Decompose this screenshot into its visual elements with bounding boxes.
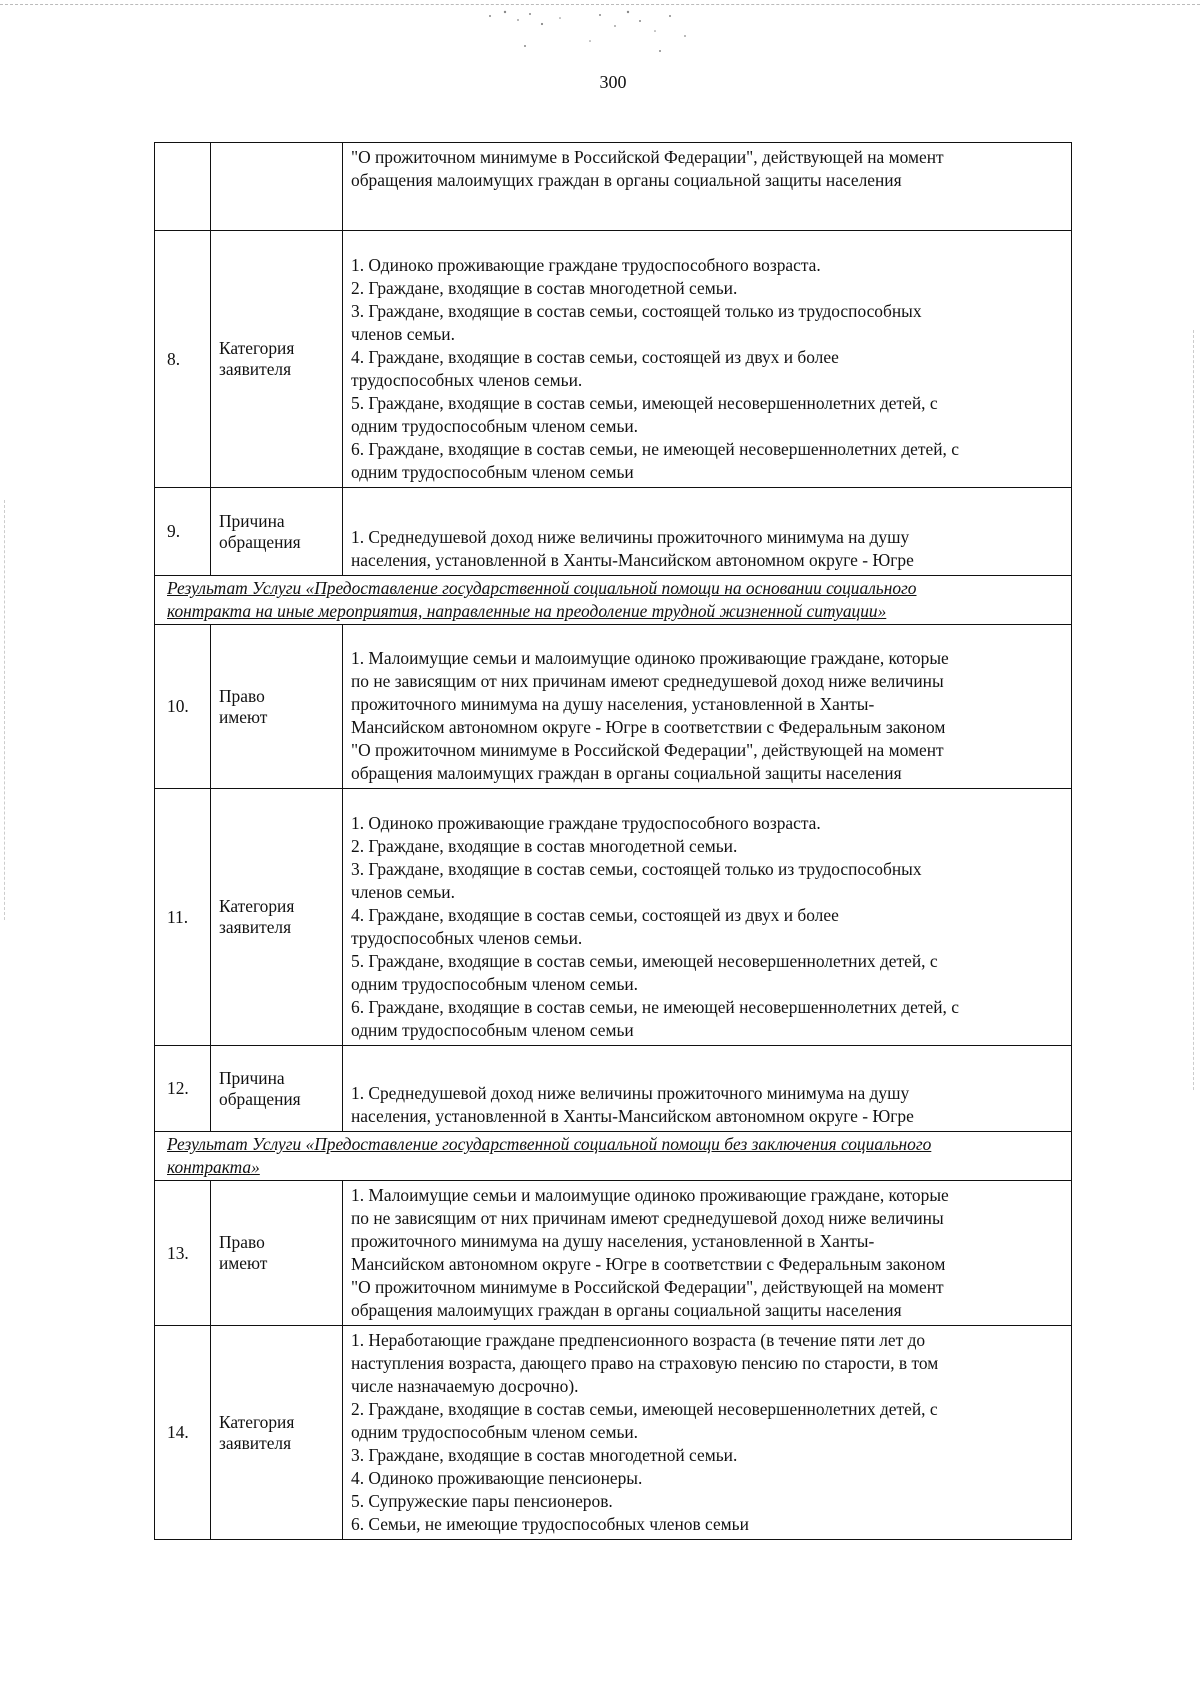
section-heading-line: Результат Услуги «Предоставление государственной социальной помощи на основании социального xyxy=(167,578,917,598)
row-content-line: 1. Малоимущие семьи и малоимущие одиноко проживающие граждане, которые xyxy=(351,1185,949,1205)
row-number: 9. xyxy=(155,488,211,576)
row-content-line: 1. Малоимущие семьи и малоимущие одиноко проживающие граждане, которые xyxy=(351,648,949,668)
row-label xyxy=(211,1046,343,1132)
row-content-line: наступления возраста, дающего право на страховую пенсию по старости, в том xyxy=(351,1353,939,1373)
section-heading-line: контракта на иные мероприятия, направленные на преодоление трудной жизненной ситуации» xyxy=(167,601,887,621)
row-content-line: населения, установленной в Ханты-Мансийском автономном округе - Югре xyxy=(351,1106,914,1126)
row-label xyxy=(211,1326,343,1540)
row-content-line: 5. Супружеские пары пенсионеров. xyxy=(351,1491,613,1511)
row-label xyxy=(211,1181,343,1326)
row-content-line: 4. Одиноко проживающие пенсионеры. xyxy=(351,1468,643,1488)
row-label-line: Право xyxy=(219,1232,265,1252)
row-content-line: обращения малоимущих граждан в органы социальной защиты населения xyxy=(351,763,902,783)
row-label-line: обращения xyxy=(219,1088,301,1109)
row-label-line: Категория xyxy=(219,338,295,358)
table-row xyxy=(155,625,1072,789)
row-content-line: по не зависящим от них причинам имеют среднедушевой доход ниже величины xyxy=(351,1208,944,1228)
row-content-line: Мансийском автономном округе - Югре в соответствии с Федеральным законом xyxy=(351,717,946,737)
row-content-line: 4. Граждане, входящие в состав семьи, состоящей из двух и более xyxy=(351,905,839,925)
row-content-line: Мансийском автономном округе - Югре в соответствии с Федеральным законом xyxy=(351,1254,946,1274)
row-content-line: обращения малоимущих граждан в органы социальной защиты населения xyxy=(351,170,902,190)
row-content-line: одним трудоспособным членом семьи xyxy=(351,1020,634,1040)
row-number: 8. xyxy=(155,231,211,488)
scan-noise-mark xyxy=(470,6,730,66)
row-content-line: прожиточного минимума на душу населения, установленной в Ханты- xyxy=(351,1231,875,1251)
row-content xyxy=(343,1046,1072,1132)
row-label xyxy=(211,625,343,789)
table-row xyxy=(155,1181,1072,1326)
row-content xyxy=(343,231,1072,488)
row-label-line: обращения xyxy=(219,531,301,552)
table-row xyxy=(155,231,1072,488)
page-number: 300 xyxy=(599,72,627,92)
row-content-line: членов семьи. xyxy=(351,324,455,344)
row-content-line: одним трудоспособным членом семьи. xyxy=(351,1422,639,1442)
row-number: 13. xyxy=(155,1181,211,1326)
row-content-line: "О прожиточном минимуме в Российской Федерации", действующей на момент xyxy=(351,147,944,167)
row-number: 14. xyxy=(155,1326,211,1540)
section-heading-line: Результат Услуги «Предоставление государственной социальной помощи без заключения социального xyxy=(167,1134,932,1154)
row-content-line: 3. Граждане, входящие в состав многодетной семьи. xyxy=(351,1445,738,1465)
scan-right-edge-mark xyxy=(1193,330,1194,1090)
criteria-table-body xyxy=(155,143,1072,1540)
row-content-line: "О прожиточном минимуме в Российской Федерации", действующей на момент xyxy=(351,740,944,760)
row-content-line: одним трудоспособным членом семьи. xyxy=(351,974,639,994)
row-content-line: одним трудоспособным членом семьи. xyxy=(351,416,639,436)
row-label xyxy=(211,231,343,488)
row-content-line: 1. Среднедушевой доход ниже величины прожиточного минимума на душу xyxy=(351,1083,910,1103)
row-content-line: 6. Семьи, не имеющие трудоспособных членов семьи xyxy=(351,1514,749,1534)
row-label-line: Причина xyxy=(219,510,285,531)
row-content-line: 1. Одиноко проживающие граждане трудоспособного возраста. xyxy=(351,255,821,275)
row-content xyxy=(343,488,1072,576)
row-content-line: 3. Граждане, входящие в состав семьи, состоящей только из трудоспособных xyxy=(351,859,922,879)
row-label xyxy=(211,789,343,1046)
row-label xyxy=(211,143,343,231)
row-label-line: заявителя xyxy=(219,1432,292,1453)
row-content-line: обращения малоимущих граждан в органы социальной защиты населения xyxy=(351,1300,902,1320)
row-content-line: 1. Одиноко проживающие граждане трудоспособного возраста. xyxy=(351,813,821,833)
row-label-line: Категория xyxy=(219,896,295,916)
row-label-line: Право xyxy=(219,685,265,706)
row-number: 10. xyxy=(155,625,211,789)
row-content-line: 1. Неработающие граждане предпенсионного возраста (в течение пяти лет до xyxy=(351,1330,926,1350)
table-row xyxy=(155,143,1072,231)
row-content-line: населения, установленной в Ханты-Мансийском автономном округе - Югре xyxy=(351,550,914,570)
row-label xyxy=(211,488,343,576)
table-row xyxy=(155,789,1072,1046)
row-content-line: членов семьи. xyxy=(351,882,455,902)
row-label-line: имеют xyxy=(219,706,268,727)
row-number xyxy=(155,143,211,231)
section-heading-row xyxy=(155,1132,1072,1181)
scan-top-rule xyxy=(0,4,1200,5)
row-content-line: 6. Граждане, входящие в состав семьи, не имеющей несовершеннолетних детей, с xyxy=(351,997,959,1017)
row-label-line: Причина xyxy=(219,1067,285,1088)
table-row xyxy=(155,1326,1072,1540)
row-content-line: 4. Граждане, входящие в состав семьи, состоящей из двух и более xyxy=(351,347,839,367)
row-content-line: прожиточного минимума на душу населения, установленной в Ханты- xyxy=(351,694,875,714)
row-content xyxy=(343,625,1072,789)
row-content-line: 6. Граждане, входящие в состав семьи, не имеющей несовершеннолетних детей, с xyxy=(351,439,959,459)
row-label-line: заявителя xyxy=(219,917,292,937)
section-heading xyxy=(155,576,1072,625)
row-content-line: 2. Граждане, входящие в состав многодетной семьи. xyxy=(351,278,738,298)
row-content-line: трудоспособных членов семьи. xyxy=(351,370,583,390)
row-content xyxy=(343,789,1072,1046)
section-heading-line: контракта» xyxy=(167,1157,260,1177)
table-row xyxy=(155,488,1072,576)
row-content-line: 5. Граждане, входящие в состав семьи, имеющей несовершеннолетних детей, с xyxy=(351,951,938,971)
row-content-line: 1. Среднедушевой доход ниже величины прожиточного минимума на душу xyxy=(351,527,910,547)
row-content-line: 3. Граждане, входящие в состав семьи, состоящей только из трудоспособных xyxy=(351,301,922,321)
row-content-line: числе назначаемую досрочно). xyxy=(351,1376,579,1396)
row-content xyxy=(343,143,1072,231)
row-content-line: 2. Граждане, входящие в состав семьи, имеющей несовершеннолетних детей, с xyxy=(351,1399,938,1419)
row-content-line: 5. Граждане, входящие в состав семьи, имеющей несовершеннолетних детей, с xyxy=(351,393,938,413)
criteria-table xyxy=(154,142,1072,1540)
row-content xyxy=(343,1326,1072,1540)
row-label-line: имеют xyxy=(219,1253,268,1273)
row-content-line: "О прожиточном минимуме в Российской Федерации", действующей на момент xyxy=(351,1277,944,1297)
section-heading-row xyxy=(155,576,1072,625)
row-number: 12. xyxy=(155,1046,211,1132)
row-label-line: Категория xyxy=(219,1411,295,1432)
row-content-line: трудоспособных членов семьи. xyxy=(351,928,583,948)
row-content-line: одним трудоспособным членом семьи xyxy=(351,462,634,482)
row-number: 11. xyxy=(155,789,211,1046)
row-content xyxy=(343,1181,1072,1326)
row-content-line: 2. Граждане, входящие в состав многодетной семьи. xyxy=(351,836,738,856)
scan-left-edge-mark xyxy=(4,500,5,920)
row-label-line: заявителя xyxy=(219,359,292,379)
row-content-line: по не зависящим от них причинам имеют среднедушевой доход ниже величины xyxy=(351,671,944,691)
table-row xyxy=(155,1046,1072,1132)
section-heading xyxy=(155,1132,1072,1181)
